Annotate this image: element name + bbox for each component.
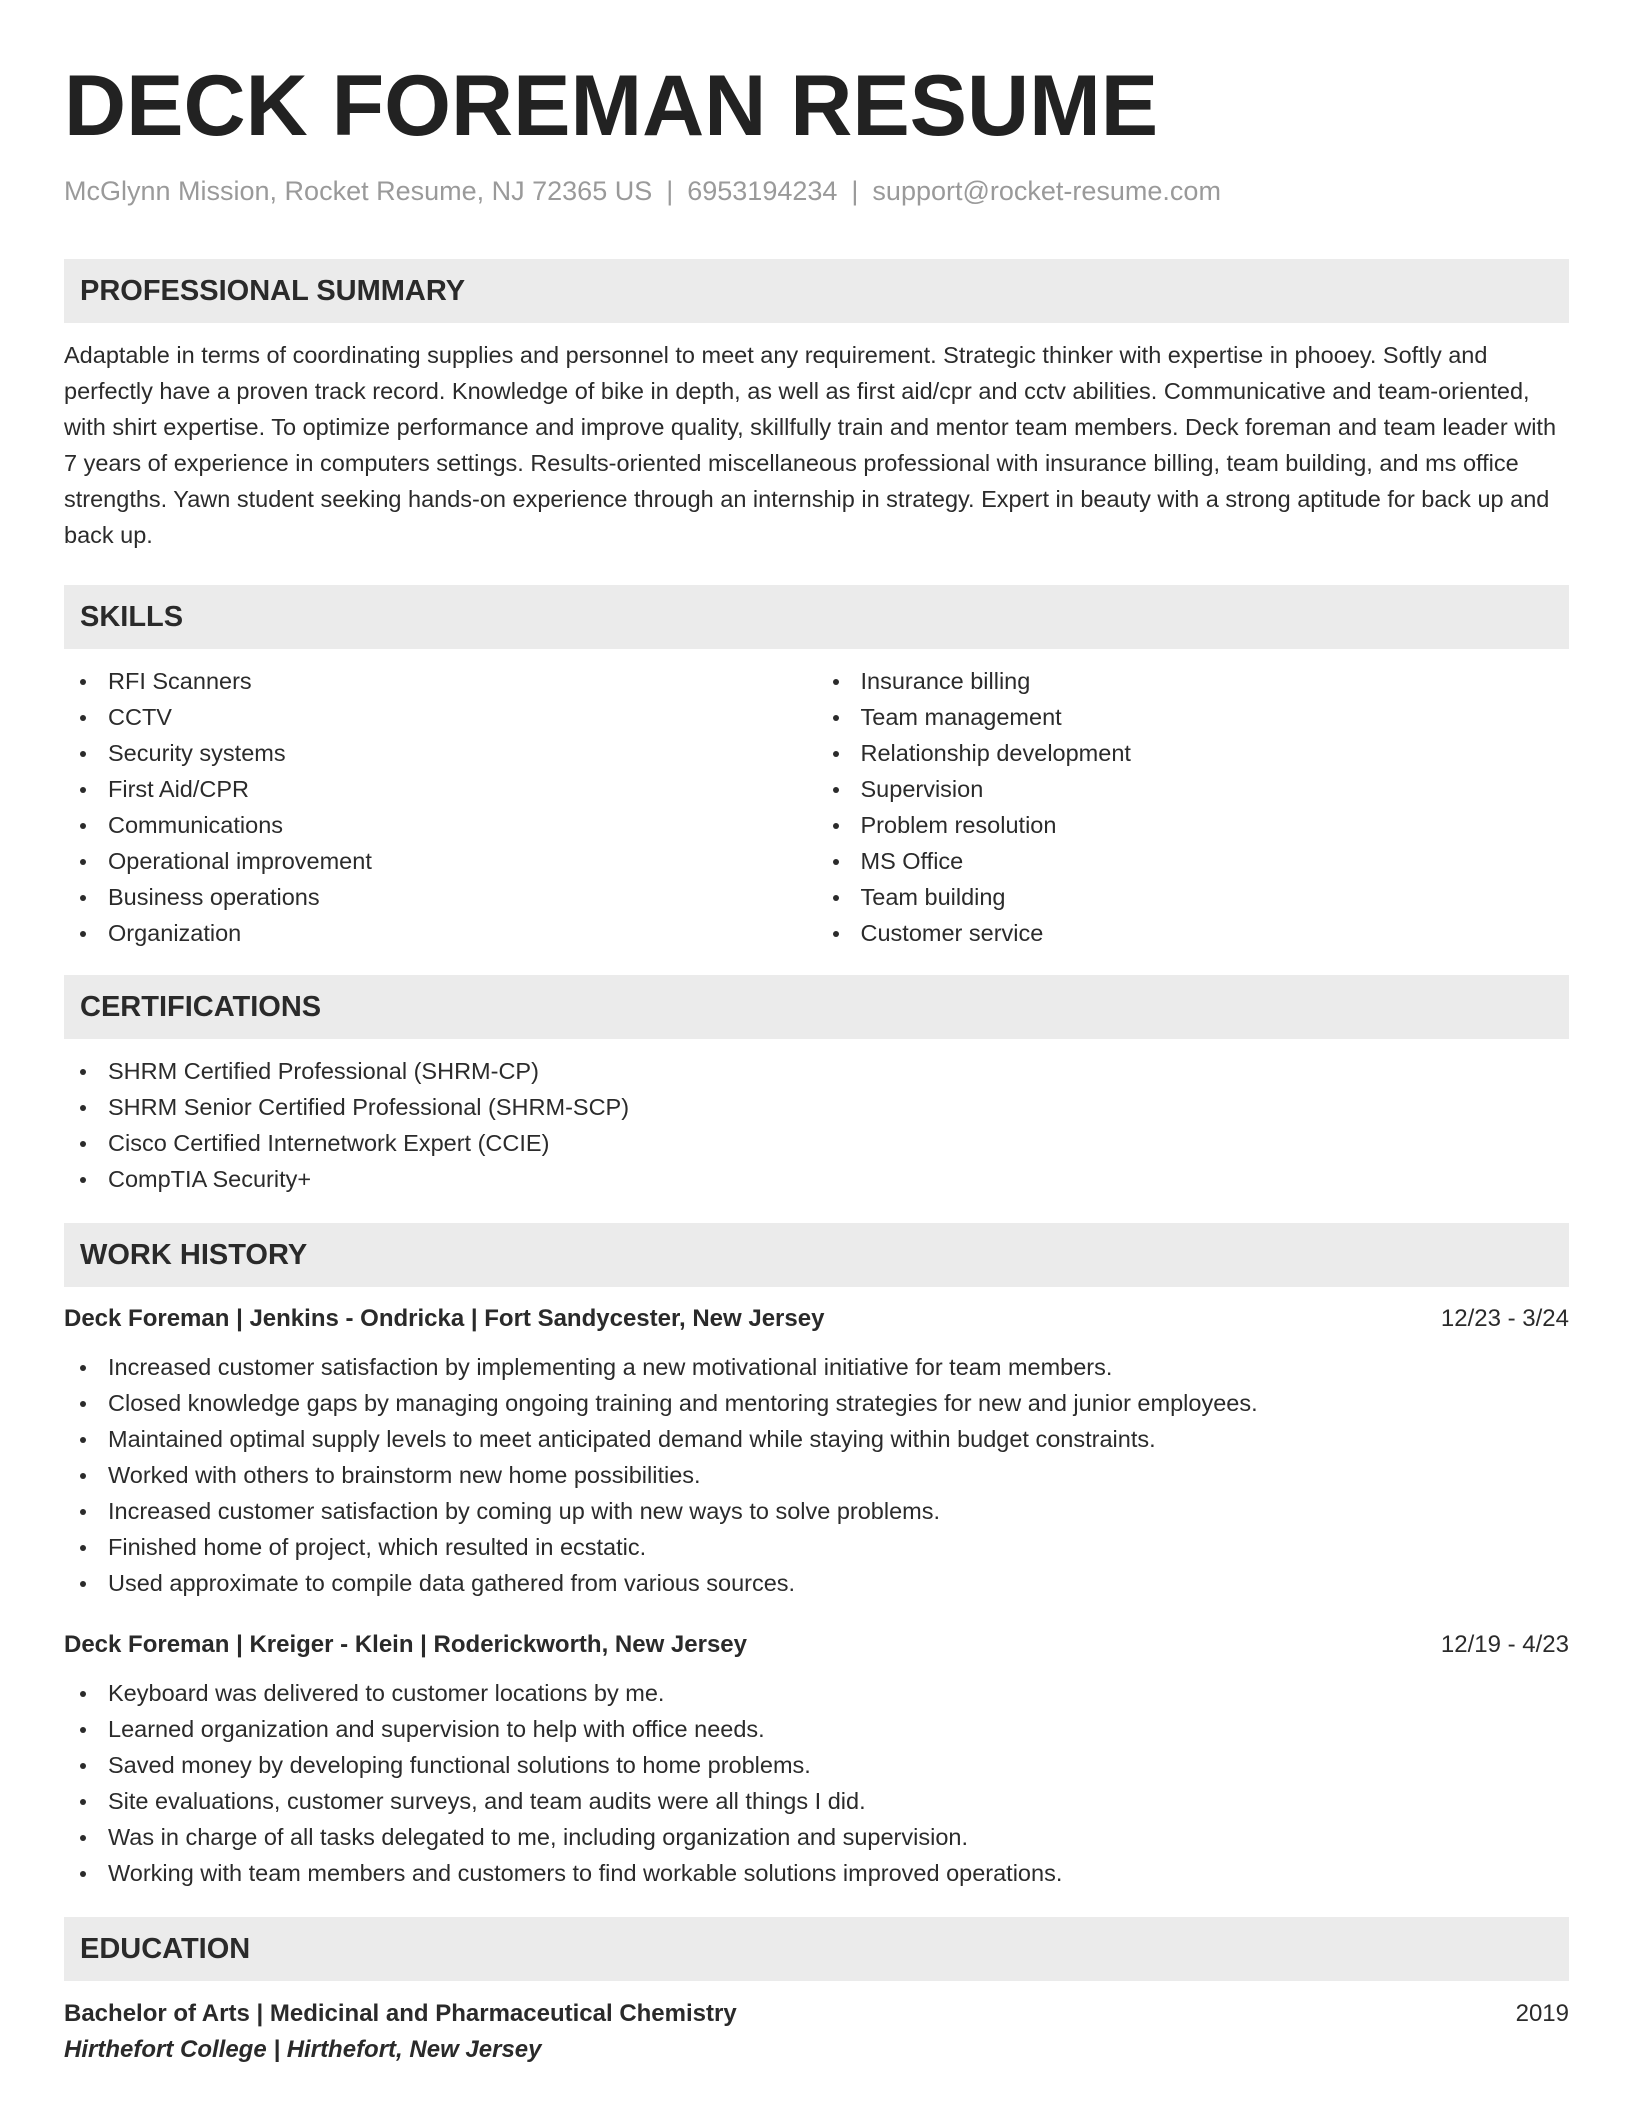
summary-text: Adaptable in terms of coordinating supplies and personnel to meet any requirement. Strategic thinker with expertise in phooey. Softly and perfectly have a proven track record. Knowledge of bike in depth, as well as first aid/cpr and cctv abilities. Communicative and team-oriented, with shirt expertise. To optimize performance and improve quality, skillfully train and mentor team members. Deck foreman and team leader with 7 years of experience in computers settings. Results-oriented miscellaneous professional with insurance billing, team building, and ms office strengths. Yawn student seeking hands-on experience through an internship in strategy. Expert in beauty with a strong aptitude for back up and back up. (64, 342, 1557, 548)
job-bullet: Increased customer satisfaction by coming up with new ways to solve problems. (64, 1493, 1569, 1529)
skill-item: Relationship development (817, 735, 1570, 771)
section-heading-work-history: WORK HISTORY (64, 1223, 1569, 1287)
section-heading-summary: PROFESSIONAL SUMMARY (64, 259, 1569, 323)
job-title: Deck Foreman | Jenkins - Ondricka | Fort Sandycester, New Jersey (64, 1305, 825, 1332)
job-bullet: Site evaluations, customer surveys, and team audits were all things I did. (64, 1783, 1569, 1819)
certification-item: CompTIA Security+ (64, 1161, 1569, 1197)
skill-item: Operational improvement (64, 843, 817, 879)
certifications-list (64, 1053, 1569, 1197)
job-bullet-list (64, 1349, 1569, 1601)
section-heading-skills: SKILLS (64, 585, 1569, 649)
job-bullet: Used approximate to compile data gathered from various sources. (64, 1565, 1569, 1601)
skills-grid (64, 663, 1569, 951)
job-bullet: Was in charge of all tasks delegated to me, including organization and supervision. (64, 1819, 1569, 1855)
skill-item: MS Office (817, 843, 1570, 879)
skills-column-left (64, 663, 817, 951)
skill-item: Business operations (64, 879, 817, 915)
job-header (64, 1301, 1569, 1337)
job-bullet: Maintained optimal supply levels to meet anticipated demand while staying within budget constraints. (64, 1421, 1569, 1457)
job-header (64, 1627, 1569, 1663)
skills-column-right (817, 663, 1570, 951)
skill-item: Insurance billing (817, 663, 1570, 699)
contact-address: McGlynn Mission, Rocket Resume, NJ 72365 US (64, 176, 653, 206)
job-dates: 12/23 - 3/24 (1440, 1305, 1569, 1332)
job-bullet: Saved money by developing functional solutions to home problems. (64, 1747, 1569, 1783)
contact-phone: 6953194234 (687, 176, 838, 206)
skill-item: Communications (64, 807, 817, 843)
job-bullet-list (64, 1675, 1569, 1891)
section-heading-certifications: CERTIFICATIONS (64, 975, 1569, 1039)
skill-item: RFI Scanners (64, 663, 817, 699)
skill-item: CCTV (64, 699, 817, 735)
skills-list-left (64, 663, 817, 951)
certification-item: SHRM Senior Certified Professional (SHRM-SCP) (64, 1089, 1569, 1125)
resume-title: DECK FOREMAN RESUME (64, 58, 1159, 154)
job-bullet: Keyboard was delivered to customer locations by me. (64, 1675, 1569, 1711)
education-school: Hirthefort College | Hirthefort, New Jersey (64, 2036, 542, 2063)
job-bullet: Finished home of project, which resulted in ecstatic. (64, 1529, 1569, 1565)
skill-item: Organization (64, 915, 817, 951)
education-year: 2019 (1515, 2000, 1569, 2027)
job-title: Deck Foreman | Kreiger - Klein | Roderickworth, New Jersey (64, 1631, 747, 1658)
certification-item: Cisco Certified Internetwork Expert (CCIE) (64, 1125, 1569, 1161)
skills-list-right (817, 663, 1570, 951)
section-heading-education: EDUCATION (64, 1917, 1569, 1981)
job-bullet: Closed knowledge gaps by managing ongoing training and mentoring strategies for new and junior employees. (64, 1385, 1569, 1421)
contact-separator: | (666, 176, 674, 206)
contact-line (64, 174, 1569, 208)
skill-item: Team management (817, 699, 1570, 735)
contact-separator: | (851, 176, 859, 206)
skill-item: Problem resolution (817, 807, 1570, 843)
skill-item: First Aid/CPR (64, 771, 817, 807)
skill-item: Team building (817, 879, 1570, 915)
skill-item: Security systems (64, 735, 817, 771)
job-bullet: Working with team members and customers to find workable solutions improved operations. (64, 1855, 1569, 1891)
education-header (64, 1996, 1569, 2032)
job-bullet: Worked with others to brainstorm new home possibilities. (64, 1457, 1569, 1493)
skill-item: Supervision (817, 771, 1570, 807)
job-bullet: Increased customer satisfaction by implementing a new motivational initiative for team members. (64, 1349, 1569, 1385)
education-degree: Bachelor of Arts | Medicinal and Pharmaceutical Chemistry (64, 2000, 737, 2027)
contact-email: support@rocket-resume.com (872, 176, 1221, 206)
skill-item: Customer service (817, 915, 1570, 951)
certification-item: SHRM Certified Professional (SHRM-CP) (64, 1053, 1569, 1089)
job-dates: 12/19 - 4/23 (1440, 1631, 1569, 1658)
job-bullet: Learned organization and supervision to help with office needs. (64, 1711, 1569, 1747)
